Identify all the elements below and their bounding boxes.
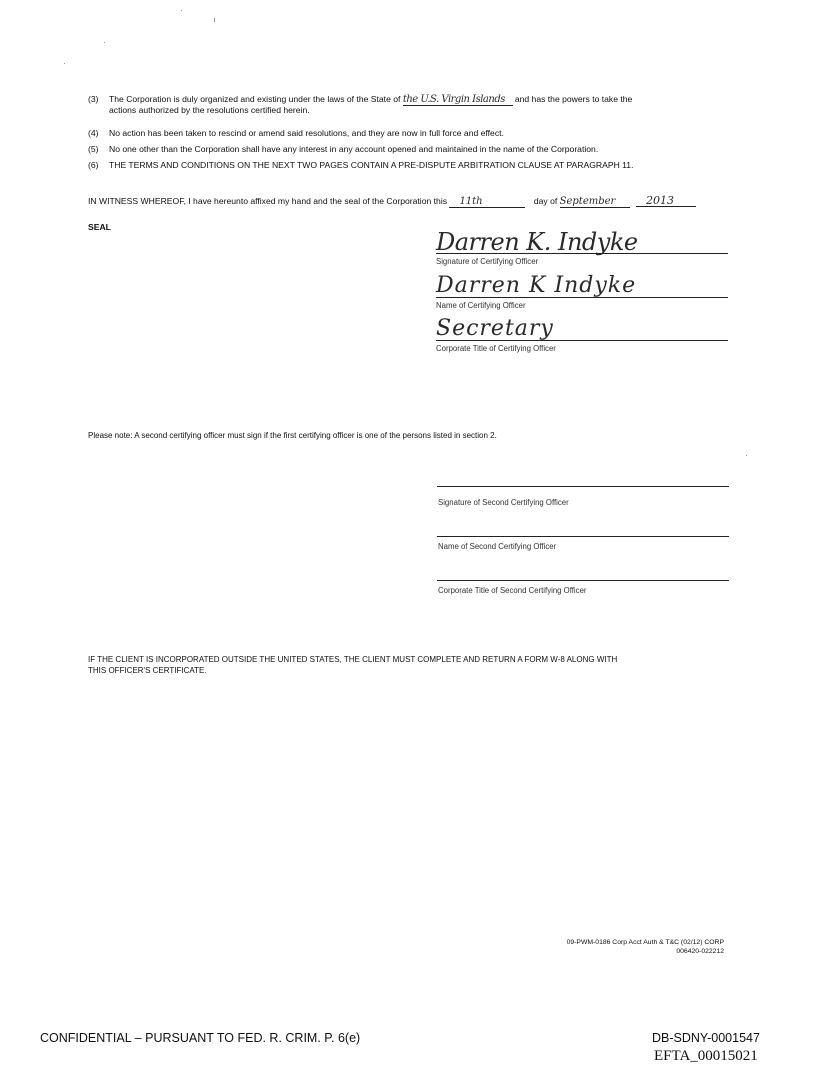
- clause-text: and has the powers to take the: [514, 94, 633, 104]
- clause-number: (4): [88, 128, 99, 138]
- name-label: Name of Certifying Officer: [436, 301, 526, 310]
- handwritten-state-field[interactable]: the U.S. Virgin Islands: [403, 94, 513, 106]
- scan-speck: [104, 42, 105, 43]
- witness-year-field[interactable]: 2013: [636, 195, 696, 207]
- form-id-line1: 09-PWM-0186 Corp Acct Auth & T&C (02/12) CORP: [566, 939, 724, 946]
- second-signature-line[interactable]: [437, 486, 729, 487]
- second-officer-block: [437, 486, 733, 596]
- confidential-notice: CONFIDENTIAL – PURSUANT TO FED. R. CRIM. P. 6(e): [40, 1031, 361, 1045]
- scan-speck: [746, 455, 747, 456]
- clause-text-line2: actions authorized by the resolutions certified herein.: [109, 105, 310, 115]
- second-title-line[interactable]: [437, 580, 729, 581]
- officer-name: Darren K Indyke: [436, 273, 637, 298]
- form-id: [567, 938, 724, 956]
- scan-speck: [64, 63, 65, 64]
- clause-number: (6): [88, 160, 99, 170]
- name-line: [436, 297, 728, 298]
- clause-4: [88, 128, 768, 140]
- clause-text: THE TERMS AND CONDITIONS ON THE NEXT TWO PAGES CONTAIN A PRE-DISPUTE ARBITRATION CLAUSE AT PARAGRAPH 11.: [109, 160, 634, 170]
- please-note: Please note: A second certifying officer must sign if the first certifying officer is one of the persons listed in section 2.: [88, 431, 497, 440]
- title-label: Corporate Title of Certifying Officer: [436, 344, 556, 353]
- first-officer-block: [436, 228, 732, 358]
- clause-6: [88, 160, 768, 172]
- w8-notice-line2: THIS OFFICER'S CERTIFICATE.: [88, 666, 207, 675]
- form-id-line2: 006420-022212: [676, 948, 724, 955]
- clause-text: The Corporation is duly organized and existing under the laws of the State of: [109, 94, 401, 104]
- day-of-label: day of: [533, 196, 558, 206]
- signature-line: [436, 253, 728, 254]
- officer-title: Secretary: [436, 316, 554, 341]
- scan-speck: [214, 18, 215, 22]
- second-title-label: Corporate Title of Second Certifying Officer: [438, 586, 587, 595]
- clause-text: No action has been taken to rescind or amend said resolutions, and they are now in full force and effect.: [109, 128, 504, 138]
- title-line: [436, 340, 728, 341]
- witness-day-field[interactable]: 11th: [449, 196, 525, 208]
- witness-text: IN WITNESS WHEREOF, I have hereunto affixed my hand and the seal of the Corporation this: [88, 196, 448, 206]
- second-name-label: Name of Second Certifying Officer: [438, 542, 557, 551]
- clause-number: (5): [88, 144, 99, 154]
- clause-list: [88, 94, 768, 184]
- w8-notice-line1: IF THE CLIENT IS INCORPORATED OUTSIDE THE UNITED STATES, THE CLIENT MUST COMPLETE AND RETURN A FORM W-8 ALONG WITH: [88, 655, 618, 664]
- efta-number: EFTA_00015021: [654, 1048, 758, 1064]
- second-name-line[interactable]: [437, 536, 729, 537]
- w8-notice: [88, 654, 617, 676]
- scan-speck: [181, 10, 182, 11]
- clause-number: (3): [88, 94, 99, 104]
- witness-line: [88, 195, 778, 211]
- officer-signature: Darren K. Indyke: [436, 228, 638, 256]
- second-signature-label: Signature of Second Certifying Officer: [438, 498, 569, 507]
- clause-3: [88, 94, 768, 116]
- seal-label: SEAL: [88, 222, 111, 232]
- witness-month-field[interactable]: September: [560, 196, 630, 208]
- signature-label: Signature of Certifying Officer: [436, 257, 539, 266]
- clause-text: No one other than the Corporation shall have any interest in any account opened and maintained in the name of the Corporation.: [109, 144, 599, 154]
- clause-5: [88, 144, 768, 156]
- bates-number: DB-SDNY-0001547: [652, 1031, 760, 1045]
